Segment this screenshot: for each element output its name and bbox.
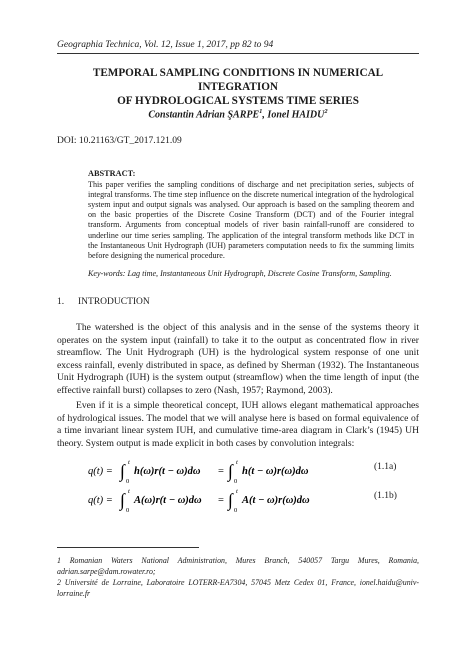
body-paragraph-1: The watershed is the object of this analysis and in the sense of the systems theory it operates on the system input (rainfall) to take it to the output as concentrated flow in river streamflow. The Unit Hydrograph (UH) is the hydrological system response of one unit excess rainfall, evenly distributed in space, as defined by Sherman (1932). The Instantaneous Unit Hydrograph (IUH) is the system output (streamflow) when the time length of input (the effective rainfall burst) collapses to zero (Nash, 1957; Raymond, 2003). (57, 322, 419, 396)
abstract (88, 169, 414, 279)
lower-limit: 0 (126, 507, 130, 513)
author-1-affiliation: 1 (259, 108, 263, 115)
title-line-1: TEMPORAL SAMPLING CONDITIONS IN NUMERICAL INTEGRATION (92, 67, 384, 93)
author-separator: , (262, 109, 268, 121)
equation-term: h(t − ω)r(ω)dω (242, 466, 309, 477)
equals-sign: = (218, 466, 224, 477)
equation-lhs: q(t) = (88, 495, 113, 506)
paper-title (57, 66, 419, 108)
body-paragraph-2: Even if it is a simple theoretical concept, IUH allows elegant mathematical approaches of hydrological issues. The model that we will analyse here is based on formal equivalence of a time invariant linear system IUH, and cumulative time-area diagram in Clark’s (1945) UH theory. System output is made explicit in both cases by convolution integrals: (57, 400, 419, 449)
footnote-2: 2 Université de Lorraine, Laboratoire LOTERR-EA7304, 57045 Metz Cedex 01, France, ionel.haidu@univ-lorraine.fr (57, 578, 419, 598)
equals-sign: = (218, 495, 224, 506)
integral-sign: ∫ (120, 461, 125, 481)
upper-limit: t (236, 488, 238, 495)
equation-number-1-1b: (1.1b) (374, 491, 397, 501)
keywords: Key-words: Lag time, Instantaneous Unit Hydrograph, Discrete Cosine Transform, Sampling. (88, 268, 392, 278)
upper-limit: t (128, 488, 130, 495)
lower-limit: 0 (234, 478, 238, 484)
footnote-1: 1 Romanian Waters National Administration, Mures Branch, 540057 Targu Mures, Romania, adrian.sarpe@dam.rowater.ro; (57, 556, 419, 576)
title-line-2: OF HYDROLOGICAL SYSTEMS TIME SERIES (117, 95, 359, 107)
integral-sign: ∫ (120, 490, 125, 510)
lower-limit: 0 (234, 507, 238, 513)
doi: DOI: 10.21163/GT_2017.121.09 (57, 136, 182, 146)
author-1: Constantin Adrian ŞARPE (148, 109, 260, 121)
header-rule (57, 53, 419, 54)
abstract-text: This paper verifies the sampling conditions of discharge and net precipitation series, subjects of integral transforms. The time step influence on the discrete numerical integration of the hydrological system input and output signals was analysed. Our approach is based on the sampling theorem and on the basic properties of the Discrete Cosine Transform (DCT) and of the Fourier integral transform. Arguments from conceptual models of river basin rainfall-runoff are considered to underline our time series sampling. The application of the integral transform methods like DCT in the Instantaneous Unit Hydrograph (IUH) parameters computation needs to fix the summing limits before designing the numerical procedure. (88, 180, 414, 260)
upper-limit: t (236, 459, 238, 466)
section-heading (57, 297, 150, 307)
equation-term: A(t − ω)r(ω)dω (242, 495, 310, 506)
integral-sign: ∫ (228, 461, 233, 481)
section-title: INTRODUCTION (78, 297, 150, 307)
footnote-rule (57, 547, 199, 548)
equation-1-1a (88, 458, 348, 484)
lower-limit: 0 (126, 478, 130, 484)
equation-number-1-1a: (1.1a) (374, 462, 397, 472)
integral-sign: ∫ (228, 490, 233, 510)
authors (57, 108, 419, 120)
equation-term: h(ω)r(t − ω)dω (134, 466, 201, 477)
author-2-affiliation: 2 (324, 108, 328, 115)
equation-lhs: q(t) = (88, 466, 113, 477)
equation-1-1b (88, 487, 348, 513)
author-2: Ionel HAIDU (267, 109, 325, 121)
section-number: 1. (57, 297, 65, 307)
abstract-heading: ABSTRACT: (88, 169, 136, 178)
upper-limit: t (128, 459, 130, 466)
equation-term: A(ω)r(t − ω)dω (134, 495, 202, 506)
journal-header: Geographia Technica, Vol. 12, Issue 1, 2017, pp 82 to 94 (57, 40, 274, 50)
